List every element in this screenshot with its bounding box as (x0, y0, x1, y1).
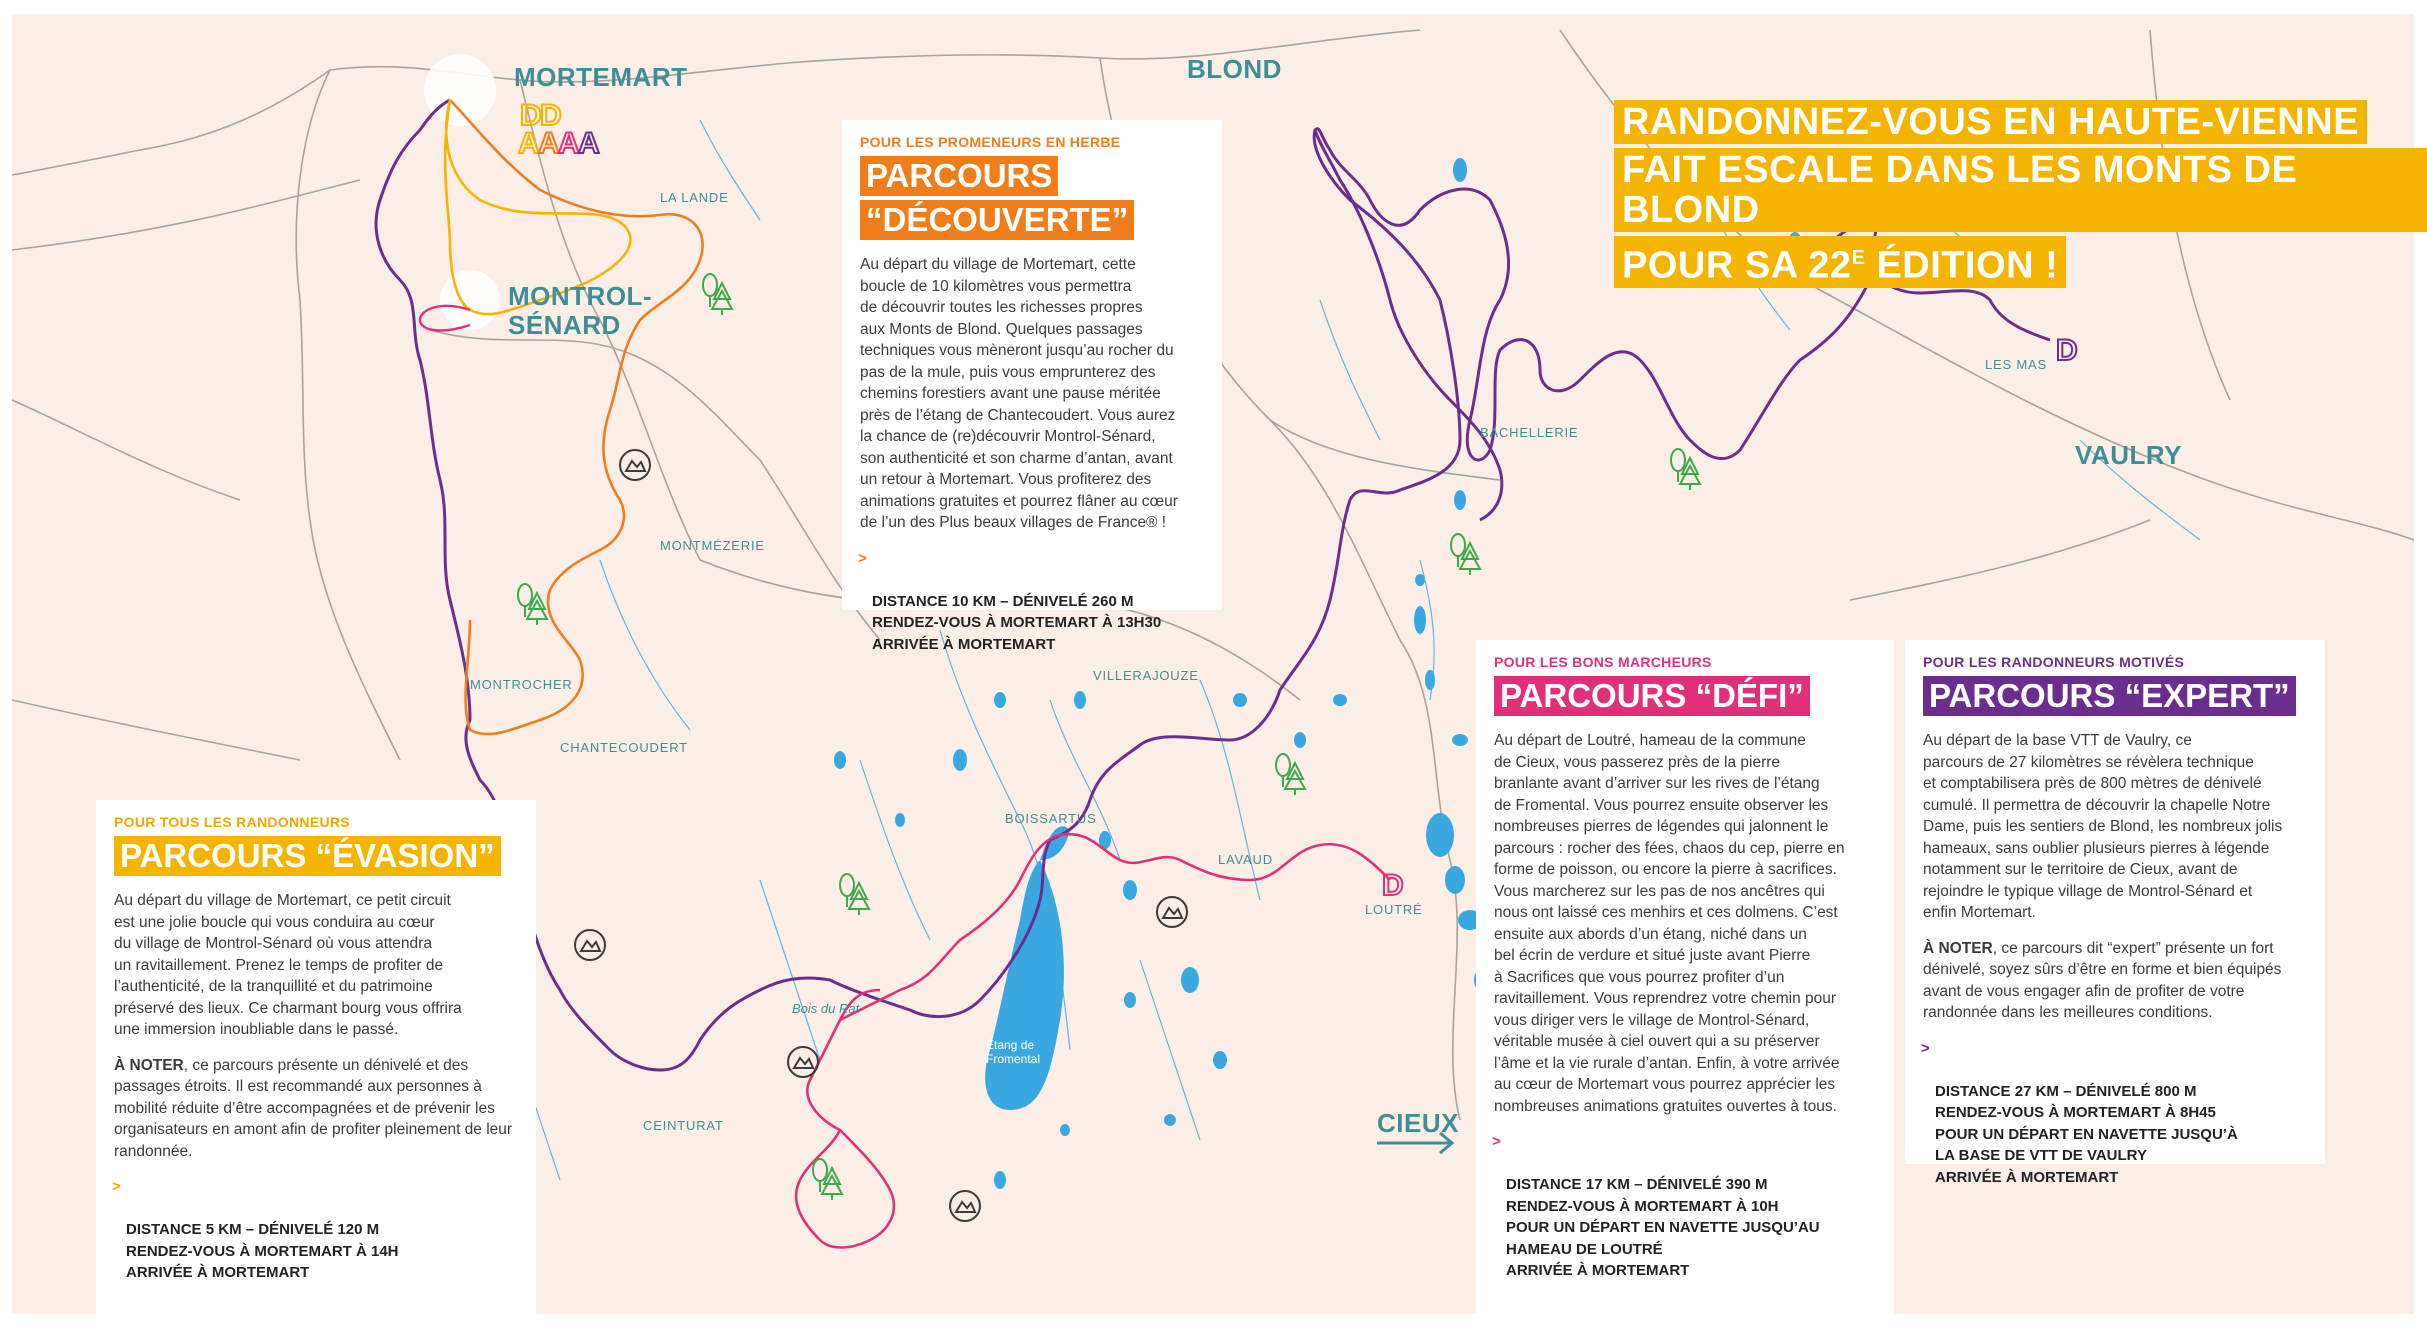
hamlet-chantecoudert: CHANTECOUDERT (560, 740, 688, 755)
card-note (114, 1055, 518, 1163)
arrow-icon: > (1921, 1039, 1930, 1057)
card-body: Au départ du village de Mortemart, cette boucle de 10 kilomètres vous permettra de découvrir toutes les richesses propres aux Monts de Blond. Quelques passages techniques vous mèneront jusqu’au rocher du pas de la mule, puis vous emprunterez des chemins forestiers avant une pause méritée près de l’étang de Chantecoudert. Vous aurez la chance de (re)découvrir Montrol-Sénard, son authenticité et son charme d’antan, avant un retour à Mortemart. Vous profiterez des animations gratuites et pourrez flâner au cœur de l’un des Plus beaux villages de France® ! (860, 256, 1178, 531)
card-eyebrow: POUR LES BONS MARCHEURS (1494, 654, 1712, 670)
town-montrol-2: SÉNARD (508, 310, 621, 340)
hamlet-ceinturat: CEINTURAT (643, 1118, 724, 1133)
town-blond: BLOND (1187, 54, 1282, 84)
svg-text:A: A (518, 127, 540, 160)
town-mortemart: MORTEMART (514, 62, 688, 92)
place-etang-1: Étang de (986, 1038, 1035, 1052)
card-expert (1905, 640, 2325, 1186)
card-body: Au départ de la base VTT de Vaulry, ce parcours de 27 kilomètres se révèlera technique et comptabilisera près de 800 mètres de dénivelé cumulé. Il permettra de découvrir la chapelle Notre Dame, puis les sentiers de Blond, les nombreux jolis hameaux, sans oublier plusieurs pierres à légende notamment sur le territoire de Cieux, avant de rejoindre le typique village de Montrol-Sénard et enfin Mortemart. (1923, 732, 2283, 921)
card-note-text: , ce parcours dit “expert” présente un fort dénivelé, soyez sûrs d’être en forme et bien équipés avant de vous engager afin de profiter de votre randonnée dans les meilleures conditions. (1923, 939, 2282, 1021)
svg-text:D: D (540, 99, 562, 132)
place-etang-2: Fromental (986, 1052, 1041, 1066)
town-montrol-1: MONTROL- (508, 281, 653, 311)
hamlet-la-lande: LA LANDE (660, 190, 729, 205)
hamlet-boissartus: BOISSARTUS (1005, 811, 1097, 826)
card-note-text: , ce parcours présente un dénivelé et des passages étroits. Il est recommandé aux personnes à mobilité réduite d’être accompagnées et de prévenir les organisateurs en amont afin de profiter pleinement de leur randonnée. (114, 1056, 513, 1160)
card-note (1923, 938, 2307, 1024)
hamlet-villerajouze: VILLERAJOUZE (1093, 668, 1199, 683)
town-cieux: CIEUX (1377, 1108, 1459, 1138)
headline-superscript: E (1851, 247, 1866, 269)
card-evasion (96, 800, 536, 1315)
svg-text:D: D (1382, 869, 1404, 902)
card-title-2: “DÉCOUVERTE” (860, 200, 1134, 240)
card-eyebrow: POUR LES PROMENEURS EN HERBE (860, 134, 1121, 150)
svg-text:A: A (578, 127, 600, 160)
card-info-text: DISTANCE 5 KM – DÉNIVELÉ 120 M RENDEZ-VOUS À MORTEMART À 14H ARRIVÉE À MORTEMART (126, 1221, 399, 1281)
card-info-text: DISTANCE 10 KM – DÉNIVELÉ 260 M RENDEZ-VOUS À MORTEMART À 13H30 ARRIVÉE À MORTEMART (872, 592, 1162, 653)
card-title: PARCOURS “ÉVASION” (114, 836, 501, 876)
svg-text:D: D (520, 99, 542, 132)
card-body: Au départ du village de Mortemart, ce petit circuit est une jolie boucle qui vous conduira au cœur du village de Montrol-Sénard où vous attendra un ravitaillement. Prenez le temps de profiter de l’authenticité, de la tranquillité et du patrimoine préservé des lieux. Ce charmant bourg vous offrira une immersion inoubliable dans le passé. (114, 892, 462, 1038)
svg-text:A: A (558, 127, 580, 160)
card-title: PARCOURS (860, 156, 1058, 196)
headline-line-3: POUR SA $22^E$ ÉDITION ! (1614, 236, 2066, 288)
hamlet-loutre: LOUTRÉ (1365, 902, 1423, 917)
headline-line-2: FAIT ESCALE DANS LES MONTS DE BLOND (1614, 148, 2427, 232)
card-info (1494, 1131, 1876, 1282)
card-body: Au départ de Loutré, hameau de la commune de Cieux, vous passerez près de la pierre branlante avant d’arriver sur les rives de l’étang de Fromental. Vous pourrez ensuite observer les nombreuses pierres de légendes qui jalonnent le parcours : rocher des fées, chaos du cep, pierre en forme de poisson, ou encore la pierre à sacrifices. Vous marcherez sur les pas de nos ancêtres qui nous ont laissé ces menhirs et ces dolmens. C’est ensuite aux abords d’un étang, niché dans un bel écrin de verdure et situé juste avant Pierre à Sacrifices que vous pourrez profiter d’un ravitaillement. Vous reprendrez votre chemin pour vous diriger vers le village de Montrol-Sénard, véritable musée à ciel ouvert qui a su préserver l’âme et la vie rurale d’antan. Enfin, à votre arrivée au cœur de Mortemart vous pourrez apprécier les nombreuses animations gratuites ouvertes à tous. (1494, 732, 1845, 1115)
card-defi (1476, 640, 1894, 1314)
card-note-label: À NOTER (114, 1056, 184, 1074)
card-eyebrow: POUR TOUS LES RANDONNEURS (114, 814, 350, 830)
card-title: PARCOURS “DÉFI” (1494, 676, 1810, 716)
card-info (860, 548, 1204, 656)
hamlet-lavaud: LAVAUD (1218, 852, 1273, 867)
hamlet-montrocher: MONTROCHER (470, 677, 573, 692)
arrow-icon: > (1492, 1133, 1501, 1150)
hamlet-les-mas: LES MAS (1985, 357, 2047, 372)
hamlet-bachellerie: BACHELLERIE (1480, 425, 1579, 440)
hamlet-montmezerie: MONTMÉZERIE (660, 538, 765, 553)
arrow-icon: > (112, 1178, 121, 1195)
card-eyebrow: POUR LES RANDONNEURS MOTIVÉS (1923, 654, 2185, 670)
headline-line-1: RANDONNEZ-VOUS EN HAUTE-VIENNE (1614, 100, 2367, 144)
svg-text:A: A (538, 127, 560, 160)
card-decouverte (842, 120, 1222, 653)
card-info (114, 1176, 518, 1284)
card-info-text: DISTANCE 27 KM – DÉNIVELÉ 800 M RENDEZ-VOUS À MORTEMART À 8H45 POUR UN DÉPART EN NAVETTE JUSQU’À LA BASE DE VTT DE VAULRY ARRIVÉE À MORTEMART (1935, 1082, 2238, 1186)
arrow-icon: > (858, 549, 867, 567)
svg-text:D: D (2056, 334, 2078, 367)
card-info (1923, 1038, 2307, 1189)
card-info-text: DISTANCE 17 KM – DÉNIVELÉ 390 M RENDEZ-VOUS À MORTEMART À 10H POUR UN DÉPART EN NAVETTE JUSQU’AU HAMEAU DE LOUTRÉ ARRIVÉE À MORTEMART (1506, 1176, 1820, 1279)
card-note-label: À NOTER (1923, 939, 1993, 957)
town-vaulry: VAULRY (2075, 440, 2182, 470)
place-bois-du-rat: Bois du Rat (792, 1001, 860, 1016)
card-title: PARCOURS “EXPERT” (1923, 676, 2296, 716)
headline (1614, 100, 2427, 292)
